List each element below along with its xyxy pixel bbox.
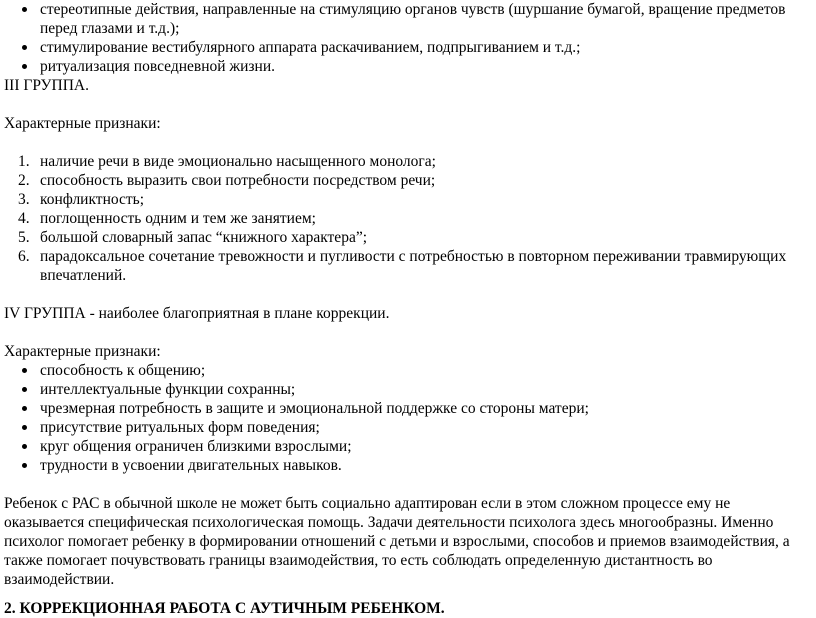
section-heading: 2. КОРРЕКЦИОННАЯ РАБОТА С АУТИЧНЫМ РЕБЕНКОМ. bbox=[4, 600, 445, 617]
item-number: 3. bbox=[18, 191, 30, 208]
body-paragraph: Ребенок с РАС в обычной школе не может быть социально адаптирован если в этом сложном процессе ему не оказывается специфическая психологическая помощь. Задачи деятельности психолога здесь многообразны. Именно психолог помогает ребенку в формировании отношений с детьми и взрослыми, способов и приемов взаимодействия, а также помогает почувствовать границы взаимодействия, то есть соблюдать определенную дистантность во взаимодействии. bbox=[4, 495, 790, 588]
item-text: парадоксальное сочетание тревожности и пугливости с потребностью в повторном переживании травмирующих впечатлений. bbox=[40, 248, 787, 284]
group3-title: III ГРУППА. bbox=[4, 77, 89, 94]
item-text: наличие речи в виде эмоционально насыщенного монолога; bbox=[40, 153, 436, 170]
list-item: интеллектуальные функции сохранны; bbox=[4, 380, 810, 399]
list-item: чрезмерная потребность в защите и эмоциональной поддержке со стороны матери; bbox=[4, 399, 810, 418]
item-text: способность выразить свои потребности посредством речи; bbox=[40, 172, 436, 189]
item-number: 4. bbox=[18, 210, 30, 227]
group4-signs-list bbox=[4, 361, 810, 475]
group4-title: IV ГРУППА - наиболее благоприятная в плане коррекции. bbox=[4, 305, 390, 322]
item-text: большой словарный запас “книжного характера”; bbox=[40, 229, 368, 246]
list-item bbox=[4, 247, 810, 285]
list-item bbox=[4, 152, 810, 171]
item-number: 6. bbox=[18, 248, 30, 265]
group4-signs-heading: Характерные признаки: bbox=[4, 343, 161, 360]
list-item: стимулирование вестибулярного аппарата раскачиванием, подпрыгиванием и т.д.; bbox=[4, 38, 810, 57]
list-item: способность к общению; bbox=[4, 361, 810, 380]
list-item bbox=[4, 209, 810, 228]
item-text: поглощенность одним и тем же занятием; bbox=[40, 210, 316, 227]
item-number: 5. bbox=[18, 229, 30, 246]
list-item: ритуализация повседневной жизни. bbox=[4, 57, 810, 76]
item-number: 2. bbox=[18, 172, 30, 189]
list-item bbox=[4, 228, 810, 247]
group3-signs-list bbox=[4, 152, 810, 285]
list-item: стереотипные действия, направленные на стимуляцию органов чувств (шуршание бумагой, вращение предметов перед глазами и т.д.); bbox=[4, 0, 810, 38]
item-text: конфликтность; bbox=[40, 191, 145, 208]
list-item: присутствие ритуальных форм поведения; bbox=[4, 418, 810, 437]
group3-signs-heading: Характерные признаки: bbox=[4, 115, 161, 132]
top-bullet-list bbox=[4, 0, 810, 76]
list-item bbox=[4, 190, 810, 209]
item-number: 1. bbox=[18, 153, 30, 170]
list-item bbox=[4, 171, 810, 190]
list-item: круг общения ограничен близкими взрослыми; bbox=[4, 437, 810, 456]
list-item: трудности в усвоении двигательных навыков. bbox=[4, 456, 810, 475]
